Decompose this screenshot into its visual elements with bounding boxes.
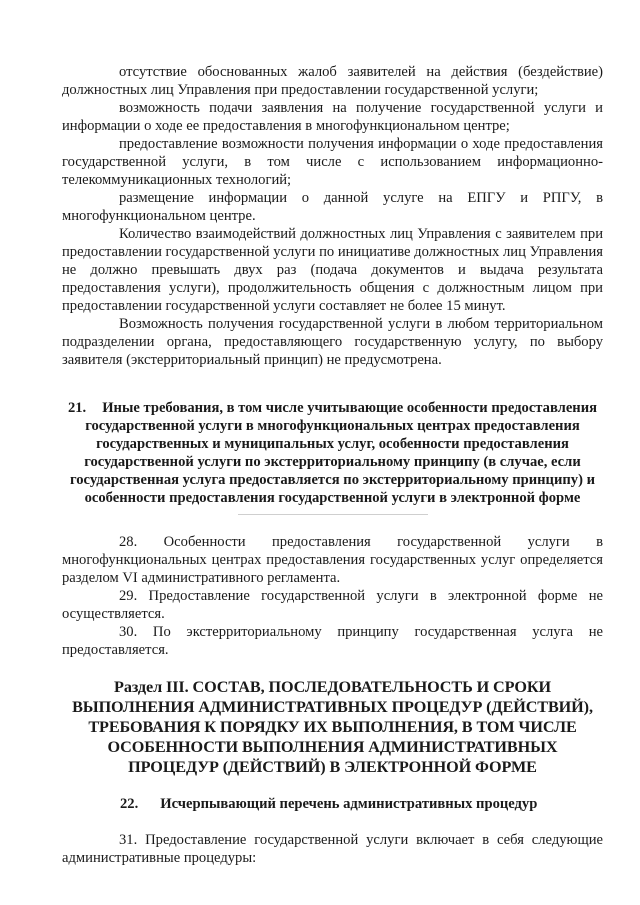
paragraph-30: 30. По экстерриториальному принципу государственная услуга не предоставляется.: [62, 624, 603, 658]
paragraph: размещение информации о данной услуге на ЕПГУ и РПГУ, в многофункциональном центре.: [62, 190, 603, 224]
section-3-heading: Раздел III. СОСТАВ, ПОСЛЕДОВАТЕЛЬНОСТЬ И СРОКИ ВЫПОЛНЕНИЯ АДМИНИСТРАТИВНЫХ ПРОЦЕДУР (ДЕЙСТВИЙ), ТРЕБОВАНИЯ К ПОРЯДКУ ИХ ВЫПОЛНЕНИЯ, В ТОМ ЧИСЛЕ ОСОБЕННОСТИ ВЫПОЛНЕНИЯ АДМИНИСТРАТИВНЫХ ПРОЦЕДУР (ДЕЙСТВИЙ) В ЭЛЕКТРОННОЙ ФОРМЕ: [72, 678, 593, 776]
paragraph: отсутствие обоснованных жалоб заявителей на действия (бездействие) должностных лиц Управления при предоставлении государственной услуги;: [62, 64, 603, 98]
paragraph-31: 31. Предоставление государственной услуги включает в себя следующие административные процедуры:: [62, 832, 603, 866]
section-22-heading: [62, 795, 603, 813]
paragraph: Количество взаимодействий должностных лиц Управления с заявителем при предоставлении государственной услуги по инициативе должностных лиц Управления не должно превышать двух раз (подача документов и выдача результата предоставления услуги), продолжительность общения с должностным лицом при предоставлении государственной услуги составляет не более 15 минут.: [62, 226, 603, 314]
section-21-title: Иные требования, в том числе учитывающие особенности предоставления государственной услуги в многофункциональных центрах предоставления государственных и муниципальных услуг, особенности предоставления государственной услуги по экстерриториальному принципу (в случае, если государственная услуга предоставляется по экстерриториальному принципу) и особенности предоставления государственной услуги в электронной форме: [70, 400, 598, 506]
section-22-title: Исчерпывающий перечень административных процедур: [160, 796, 538, 812]
paragraph-29: 29. Предоставление государственной услуги в электронной форме не осуществляется.: [62, 588, 603, 622]
paragraph: возможность подачи заявления на получение государственной услуги и информации о ходе ее предоставления в многофункциональном центре;: [62, 100, 603, 134]
paragraph: Возможность получения государственной услуги в любом территориальном подразделении органа, предоставляющего государственную услугу, по выбору заявителя (экстерриториальный принцип) не предусмотрена.: [62, 316, 603, 368]
paragraph: предоставление возможности получения информации о ходе предоставления государственной услуги, в том числе с использованием информационно-телекоммуникационных технологий;: [62, 136, 603, 188]
document-page: [62, 63, 603, 867]
section-21-number: 21.: [67, 400, 87, 416]
section-21-heading: [62, 399, 603, 507]
paragraph-28: 28. Особенности предоставления государственной услуги в многофункциональных центрах предоставления государственных услуг определяется разделом VI административного регламента.: [62, 534, 603, 586]
section-22-number: 22.: [120, 796, 139, 812]
